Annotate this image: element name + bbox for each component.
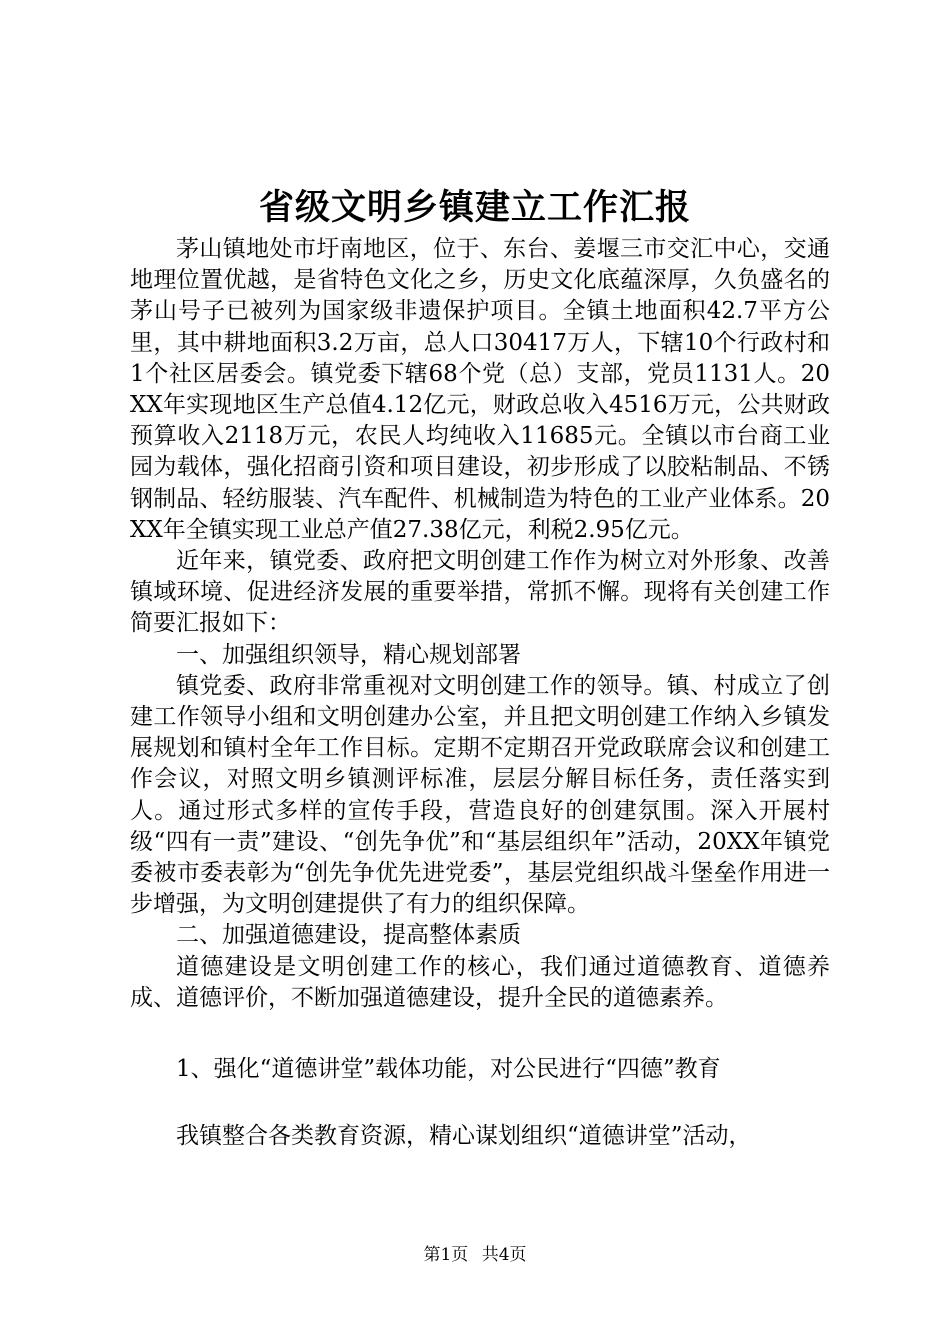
section-heading-1: 一、加强组织领导，精心规划部署 (176, 641, 521, 668)
paragraph-organization: 镇党委、政府非常重视对文明创建工作的领导。镇、村成立了创建工作领导小组和文明创建办公室，并且把文明创建工作纳入乡镇发展规划和镇村全年工作目标。定期不定期召开党政联席会议和创建工作会议，对照文明乡镇测评标准，层层分解目标任务，责任落实到人。通过形式多样的宣传手段，营造良好的创建氛围。深入开展村级“四有一责”建设、“创先争优”和“基层组织年”活动，20XX年镇党委被市委表彰为“创先争优先进党委”，基层党组织战斗堡垒作用进一步增强，为文明创建提供了有力的组织保障。 (130, 672, 830, 918)
document-body (130, 234, 830, 1152)
paragraph-intro: 近年来，镇党委、政府把文明创建工作作为树立对外形象、改善镇域环境、促进经济发展的重要举措，常抓不懈。现将有关创建工作简要汇报如下： (130, 548, 830, 637)
paragraph-moral-construction: 道德建设是文明创建工作的核心，我们通过道德教育、道德养成、道德评价，不断加强道德建设，提升全民的道德素养。 (130, 953, 830, 1011)
page-number: 第1页 (423, 1245, 469, 1265)
subsection-heading-1: 1、强化“道德讲堂”载体功能，对公民进行“四德”教育 (176, 1056, 721, 1083)
section-heading-2: 二、加强道德建设，提高整体素质 (176, 922, 521, 949)
page-total: 共4页 (481, 1245, 527, 1265)
paragraph-moral-lecture: 我镇整合各类教育资源，精心谋划组织“道德讲堂”活动， (176, 1123, 752, 1150)
document-title: 省级文明乡镇建立工作汇报 (258, 187, 691, 228)
page-footer (0, 1243, 950, 1267)
paragraph-town-overview: 茅山镇地处市圩南地区，位于、东台、姜堰三市交汇中心，交通地理位置优越，是省特色文化之乡，历史文化底蕴深厚，久负盛名的茅山号子已被列为国家级非遗保护项目。全镇土地面积42.7平方公里，其中耕地面积3.2万亩，总人口30417万人，下辖10个行政村和1个社区居委会。镇党委下辖68个党（总）支部，党员1131人。20XX年实现地区生产总值4.12亿元，财政总收入4516万元，公共财政预算收入2118万元，农民人均纯收入11685元。全镇以市台商工业园为载体，强化招商引资和项目建设，初步形成了以胶粘制品、不锈钢制品、轻纺服装、汽车配件、机械制造为特色的工业产业体系。20XX年全镇实现工业总产值27.38亿元，利税2.95亿元。 (130, 236, 830, 543)
